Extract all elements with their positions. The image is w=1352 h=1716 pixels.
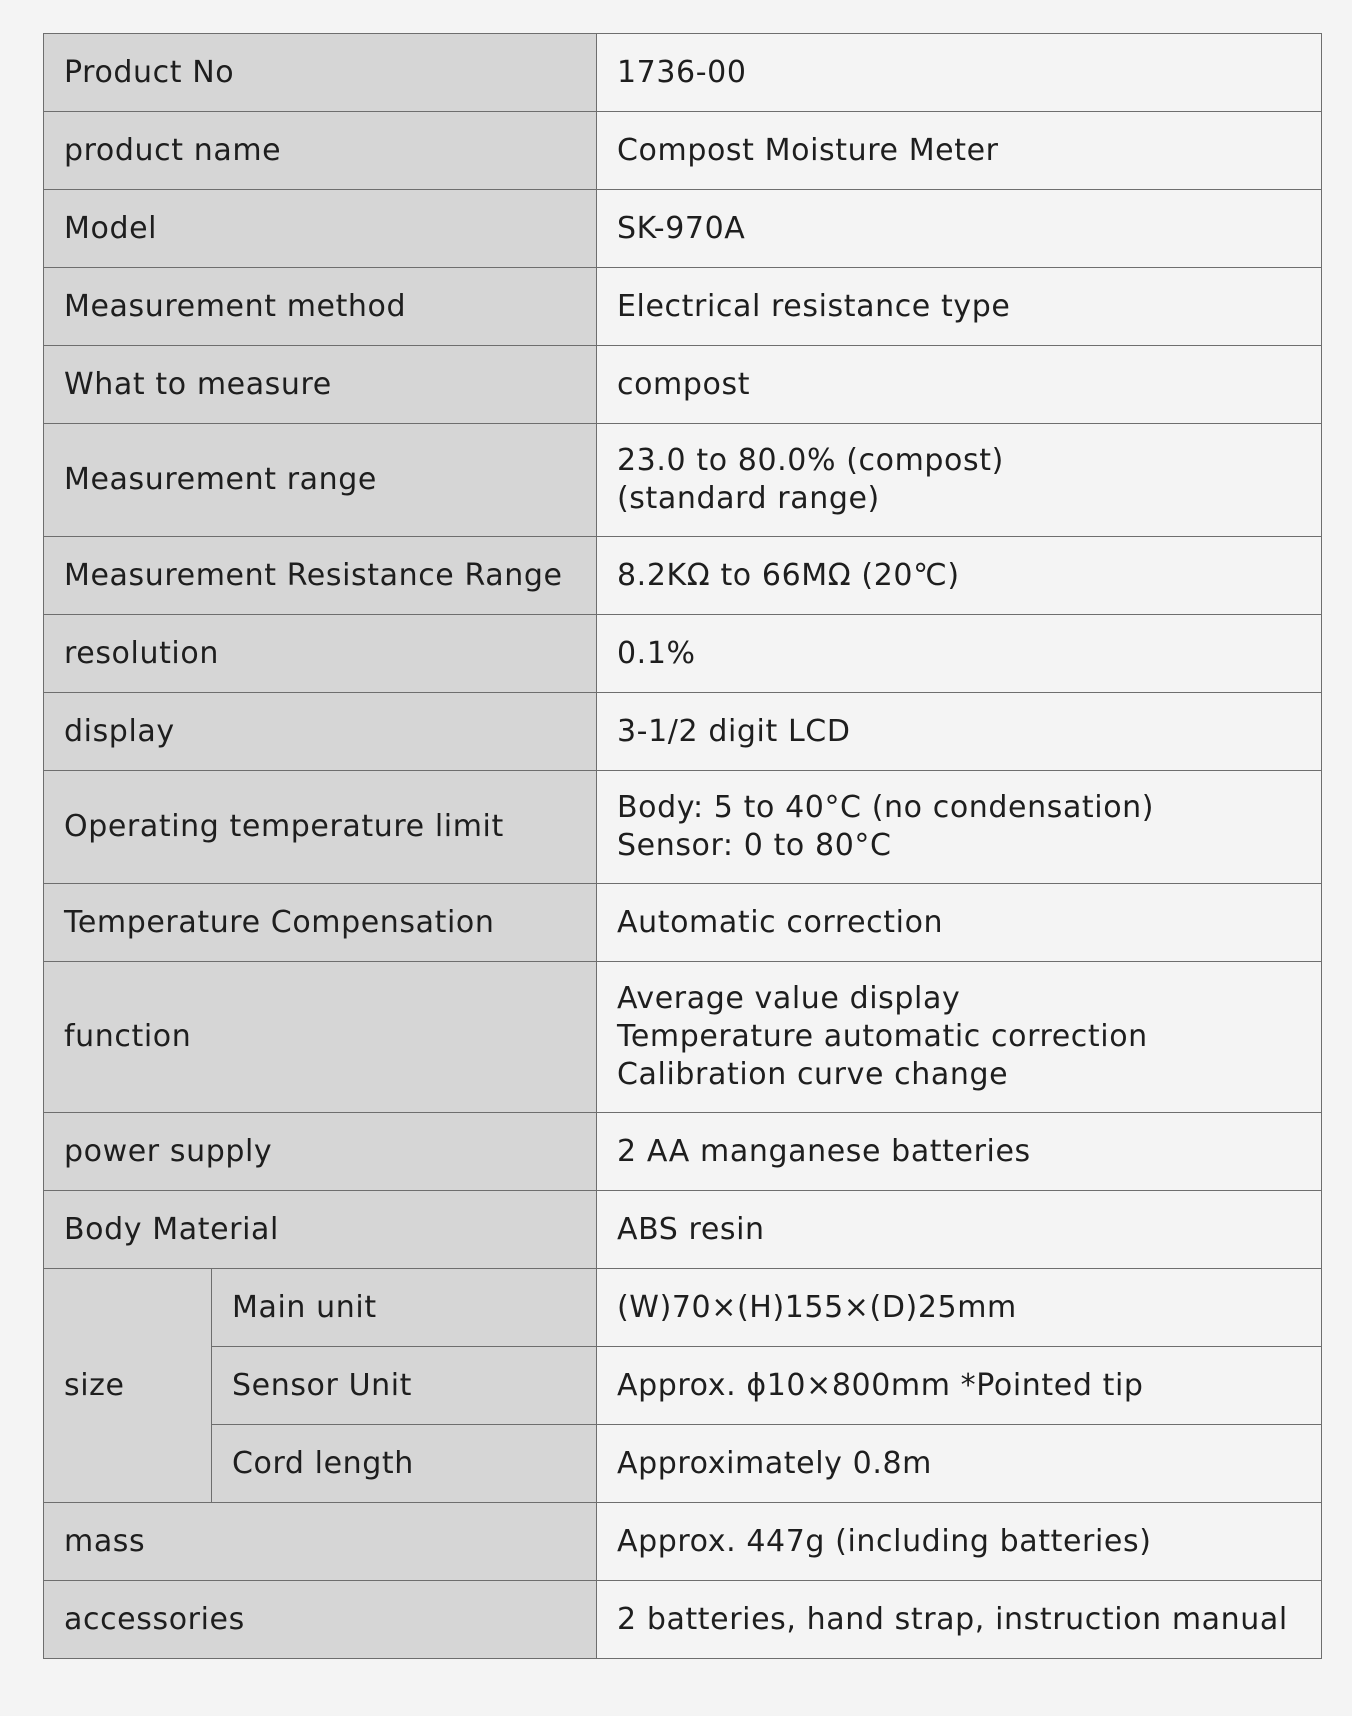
value-line: Calibration curve change <box>617 1057 1009 1092</box>
row-resolution <box>44 615 1322 693</box>
row-power-supply <box>44 1113 1322 1191</box>
value-line: Average value display <box>617 981 961 1016</box>
label-accessories: accessories <box>44 1581 597 1659</box>
label-body-material: Body Material <box>44 1191 597 1269</box>
label-power-supply: power supply <box>44 1113 597 1191</box>
label-measurement-range: Measurement range <box>44 424 597 537</box>
value-resolution: 0.1% <box>597 615 1322 693</box>
value-what-to-measure: compost <box>597 346 1322 424</box>
row-resistance-range <box>44 537 1322 615</box>
row-size-cord-length <box>44 1425 1322 1503</box>
value-measurement-range <box>597 424 1322 537</box>
value-accessories: 2 batteries, hand strap, instruction manual <box>597 1581 1322 1659</box>
label-main-unit: Main unit <box>212 1269 597 1347</box>
value-line: Sensor: 0 to 80°C <box>617 828 892 863</box>
value-temperature-compensation: Automatic correction <box>597 884 1322 962</box>
row-size-sensor-unit <box>44 1347 1322 1425</box>
value-measurement-method: Electrical resistance type <box>597 268 1322 346</box>
row-what-to-measure <box>44 346 1322 424</box>
row-measurement-range <box>44 424 1322 537</box>
value-body-material: ABS resin <box>597 1191 1322 1269</box>
row-display <box>44 693 1322 771</box>
value-line: 23.0 to 80.0% (compost) <box>617 443 1004 478</box>
value-line: (standard range) <box>617 481 880 516</box>
value-function <box>597 962 1322 1113</box>
value-power-supply: 2 AA manganese batteries <box>597 1113 1322 1191</box>
label-mass: mass <box>44 1503 597 1581</box>
label-display: display <box>44 693 597 771</box>
label-model: Model <box>44 190 597 268</box>
value-model: SK-970A <box>597 190 1322 268</box>
label-product-no: Product No <box>44 34 597 112</box>
label-temperature-compensation: Temperature Compensation <box>44 884 597 962</box>
value-resistance-range: 8.2KΩ to 66MΩ (20℃) <box>597 537 1322 615</box>
row-accessories <box>44 1581 1322 1659</box>
spec-table <box>43 33 1322 1659</box>
value-mass: Approx. 447g (including batteries) <box>597 1503 1322 1581</box>
value-product-name: Compost Moisture Meter <box>597 112 1322 190</box>
value-line: Body: 5 to 40°C (no condensation) <box>617 790 1155 825</box>
label-function: function <box>44 962 597 1113</box>
value-main-unit: (W)70×(H)155×(D)25mm <box>597 1269 1322 1347</box>
label-what-to-measure: What to measure <box>44 346 597 424</box>
label-cord-length: Cord length <box>212 1425 597 1503</box>
row-temperature-compensation <box>44 884 1322 962</box>
label-size: size <box>44 1269 212 1503</box>
value-operating-temperature <box>597 771 1322 884</box>
row-mass <box>44 1503 1322 1581</box>
row-model <box>44 190 1322 268</box>
label-product-name: product name <box>44 112 597 190</box>
value-product-no: 1736-00 <box>597 34 1322 112</box>
value-display: 3-1/2 digit LCD <box>597 693 1322 771</box>
value-sensor-unit: Approx. ϕ10×800mm *Pointed tip <box>597 1347 1322 1425</box>
label-resolution: resolution <box>44 615 597 693</box>
value-cord-length: Approximately 0.8m <box>597 1425 1322 1503</box>
row-product-no <box>44 34 1322 112</box>
label-sensor-unit: Sensor Unit <box>212 1347 597 1425</box>
label-resistance-range: Measurement Resistance Range <box>44 537 597 615</box>
value-line: Temperature automatic correction <box>617 1019 1148 1054</box>
row-measurement-method <box>44 268 1322 346</box>
label-operating-temperature: Operating temperature limit <box>44 771 597 884</box>
row-body-material <box>44 1191 1322 1269</box>
row-operating-temperature <box>44 771 1322 884</box>
row-function <box>44 962 1322 1113</box>
label-measurement-method: Measurement method <box>44 268 597 346</box>
row-product-name <box>44 112 1322 190</box>
row-size-main-unit <box>44 1269 1322 1347</box>
